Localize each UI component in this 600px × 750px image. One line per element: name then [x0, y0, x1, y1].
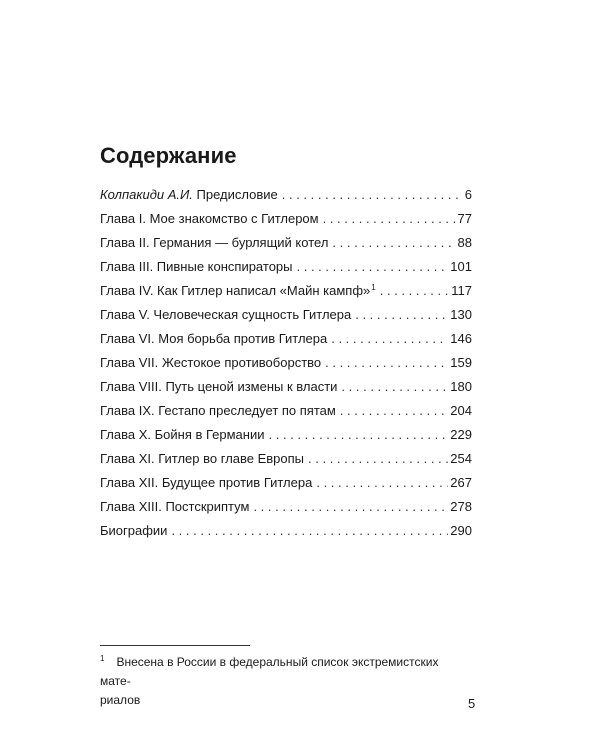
toc-entry: [100, 423, 472, 447]
toc-entry-title-text: Глава VII. Жестокое противоборство: [100, 355, 322, 370]
toc-entry-title: [100, 471, 312, 495]
toc-entry-title-text: Глава II. Германия — бурлящий котел: [100, 235, 329, 250]
toc-entry-title-text: Глава I. Мое знакомство с Гитлером: [100, 211, 319, 226]
page-title: Содержание: [100, 143, 237, 168]
dot-leader: [323, 207, 456, 231]
toc-entry: [100, 183, 472, 207]
toc-entry-page: 6: [464, 187, 472, 202]
toc-entry-page: 130: [450, 307, 472, 322]
toc-entry-title-text: Глава VIII. Путь ценой измены к власти: [100, 379, 338, 394]
footnote: [100, 653, 472, 710]
footnote-mark: 1: [100, 654, 105, 663]
toc-entry-title-text: Глава X. Бойня в Германии: [100, 427, 265, 442]
footnote-divider: [100, 645, 250, 646]
dot-leader: [253, 495, 448, 519]
toc-entry-title-text: Глава IX. Гестапо преследует по пятам: [100, 403, 336, 418]
toc-entry-title-text: Глава V. Человеческая сущность Гитлера: [100, 307, 352, 322]
toc-entry-title-text: Глава XII. Будущее против Гитлера: [100, 475, 313, 490]
toc-entry: [100, 471, 472, 495]
toc-entry: [100, 375, 472, 399]
page-number: 5: [468, 696, 476, 711]
toc-entry-page: 278: [450, 499, 472, 514]
toc-entry-page: 290: [450, 523, 472, 538]
footnote-text-line-2: риалов: [100, 693, 141, 707]
toc-entry-title: [100, 183, 278, 207]
toc-entry: [100, 231, 472, 255]
toc-entry: [100, 327, 472, 351]
toc-entry-page: 117: [451, 283, 472, 298]
dot-leader: [332, 231, 455, 255]
dot-leader: [316, 471, 448, 495]
dot-leader: [171, 519, 448, 543]
toc-entry: [100, 351, 472, 375]
dot-leader: [340, 399, 448, 423]
toc-entry-title: [100, 231, 328, 255]
footnote-reference: 1: [371, 282, 376, 292]
toc-entry-title: [100, 375, 337, 399]
toc-entry-page: 254: [450, 451, 472, 466]
dot-leader: [355, 303, 448, 327]
toc-entry-page: 146: [450, 331, 472, 346]
toc-entry-title: [100, 327, 327, 351]
toc-entry-title-text: Глава XIII. Постскриптум: [100, 499, 250, 514]
toc-entry-title: [100, 399, 336, 423]
toc-entry-title: [100, 207, 319, 231]
toc-entry-title: [100, 423, 265, 447]
toc-entry-title-text: Предисловие: [192, 187, 278, 202]
toc-entry-title: [100, 303, 351, 327]
dot-leader: [325, 351, 448, 375]
toc-entry-page: 101: [450, 259, 472, 274]
toc-entry-title-text: Глава III. Пивные конспираторы: [100, 259, 293, 274]
toc-entry-title-text: Глава VI. Моя борьба против Гитлера: [100, 331, 328, 346]
toc-entry-title: [100, 495, 249, 519]
toc-entry: [100, 207, 472, 231]
dot-leader: [331, 327, 448, 351]
toc-entry-title-text: Глава IV. Как Гитлер написал «Майн кампф»: [100, 283, 371, 298]
footnote-text-line-1: Внесена в России в федеральный список экстремистских мате-: [100, 655, 439, 688]
toc-entry-title: [100, 447, 304, 471]
dot-leader: [308, 447, 448, 471]
toc-entry-page: 229: [450, 427, 472, 442]
toc-entry-page: 88: [457, 235, 472, 250]
dot-leader: [269, 423, 449, 447]
toc-entry-title: [100, 519, 167, 543]
toc-entry-title-text: Биографии: [100, 523, 168, 538]
toc-entry-page: 204: [450, 403, 472, 418]
toc-entry-page: 267: [450, 475, 472, 490]
toc-entry-title: [100, 351, 321, 375]
toc-entry: [100, 279, 472, 303]
table-of-contents: [100, 183, 472, 543]
toc-entry: [100, 399, 472, 423]
toc-entry: [100, 303, 472, 327]
toc-entry: [100, 519, 472, 543]
toc-entry-author: Колпакиди А.И.: [100, 187, 193, 202]
toc-entry-title: [100, 279, 376, 303]
toc-entry: [100, 255, 472, 279]
toc-entry-page: 77: [457, 211, 472, 226]
dot-leader: [282, 183, 463, 207]
toc-entry-page: 159: [450, 355, 472, 370]
toc-entry-title-text: Глава XI. Гитлер во главе Европы: [100, 451, 305, 466]
toc-entry: [100, 495, 472, 519]
dot-leader: [380, 279, 450, 303]
toc-entry: [100, 447, 472, 471]
toc-entry-page: 180: [450, 379, 472, 394]
toc-entry-title: [100, 255, 293, 279]
dot-leader: [297, 255, 449, 279]
dot-leader: [341, 375, 448, 399]
